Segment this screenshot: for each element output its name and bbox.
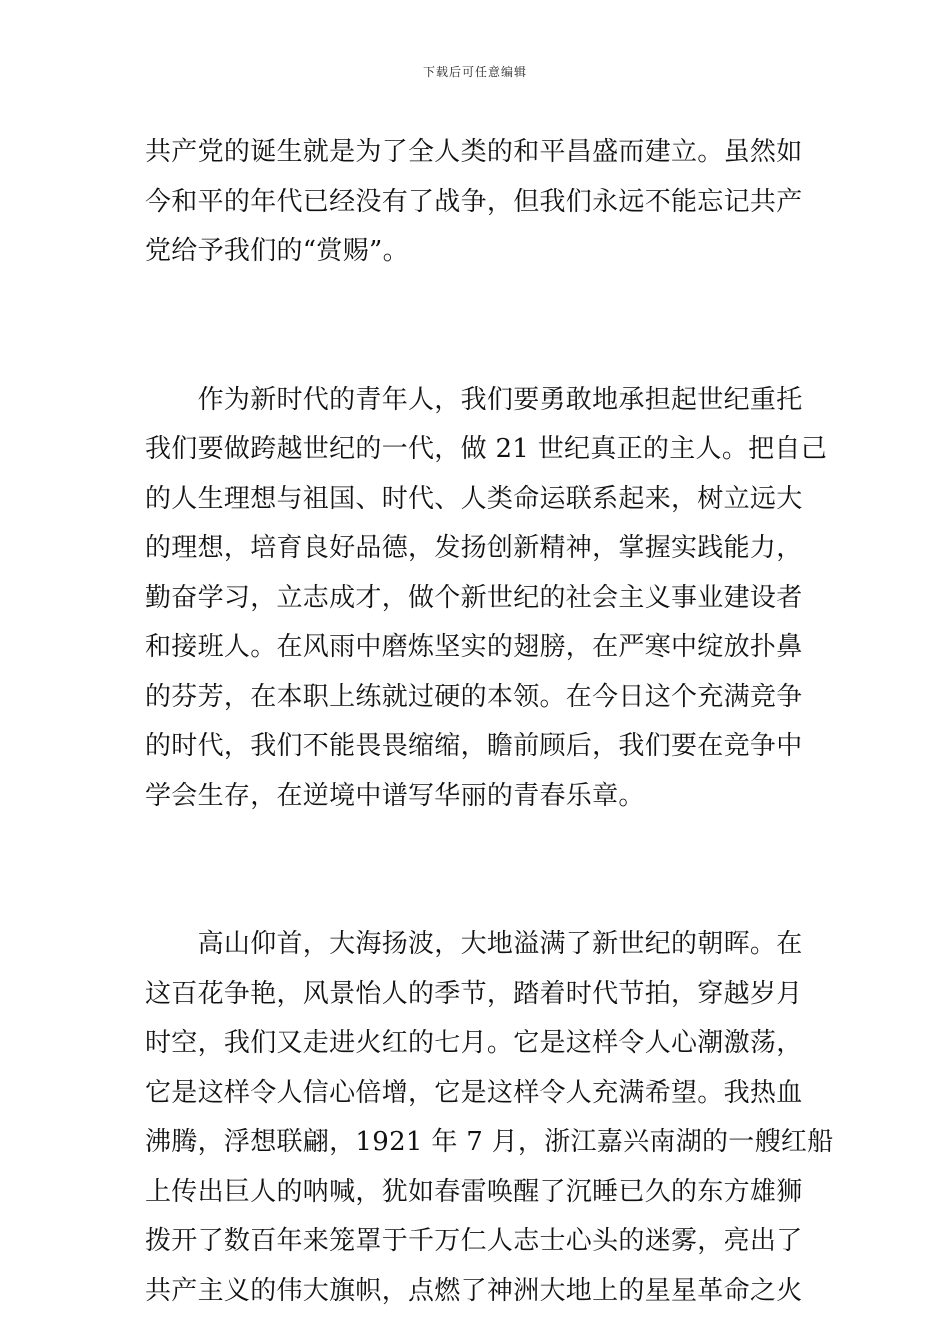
text-line: 共产主义的伟大旗帜，点燃了神洲大地上的星星革命之火 [145,1275,803,1306]
text-line: 它是这样令人信心倍增，它是这样令人充满希望。我热血 [145,1077,803,1108]
text-line: 学会生存，在逆境中谱写华丽的青春乐章。 [145,780,645,811]
text-line: 作为新时代的青年人，我们要勇敢地承担起世纪重托 [145,384,803,415]
text-line: 时空，我们又走进火红的七月。它是这样令人心潮激荡， [145,1028,803,1058]
text-line: 今和平的年代已经没有了战争，但我们永远不能忘记共产 [145,186,803,217]
text-line: 勤奋学习，立志成才，做个新世纪的社会主义事业建设者 [145,582,803,613]
page-header-note: 下载后可任意编辑 [422,65,527,79]
text-line: 高山仰首，大海扬波，大地溢满了新世纪的朝晖。在 [145,929,803,959]
text-line: 这百花争艳，风景怡人的季节，踏着时代节拍，穿越岁月 [145,978,803,1009]
text-line: 的人生理想与祖国、时代、人类命运联系起来，树立远大 [145,483,803,514]
text-line: 的芬芳，在本职上练就过硬的本领。在今日这个充满竞争 [145,681,803,712]
text-line: 党给予我们的“赏赐”。 [145,236,409,266]
text-line: 我们要做跨越世纪的一代，做 21 世纪真正的主人。把自己 [145,434,828,464]
document-body [145,128,834,1316]
text-line: 上传出巨人的呐喊，犹如春雷唤醒了沉睡已久的东方雄狮 [145,1176,803,1207]
paragraph-gap [145,277,810,376]
text-line: 拨开了数百年来笼罩于千万仁人志士心头的迷雾，亮出了 [145,1226,803,1256]
paragraph-2 [145,376,828,822]
paragraph-1 [145,128,810,277]
text-line: 沸腾，浮想联翩，1921 年 7 月，浙江嘉兴南湖的一艘红船 [145,1127,834,1157]
paragraph-gap [145,821,810,920]
text-line: 共产党的诞生就是为了全人类的和平昌盛而建立。虽然如 [145,137,803,167]
paragraph-3 [145,920,834,1316]
text-line: 和接班人。在风雨中磨炼坚实的翅膀，在严寒中绽放扑鼻 [145,632,803,662]
text-line: 的理想，培育良好品德，发扬创新精神，掌握实践能力， [145,533,803,563]
text-line: 的时代，我们不能畏畏缩缩，瞻前顾后，我们要在竞争中 [145,731,803,761]
